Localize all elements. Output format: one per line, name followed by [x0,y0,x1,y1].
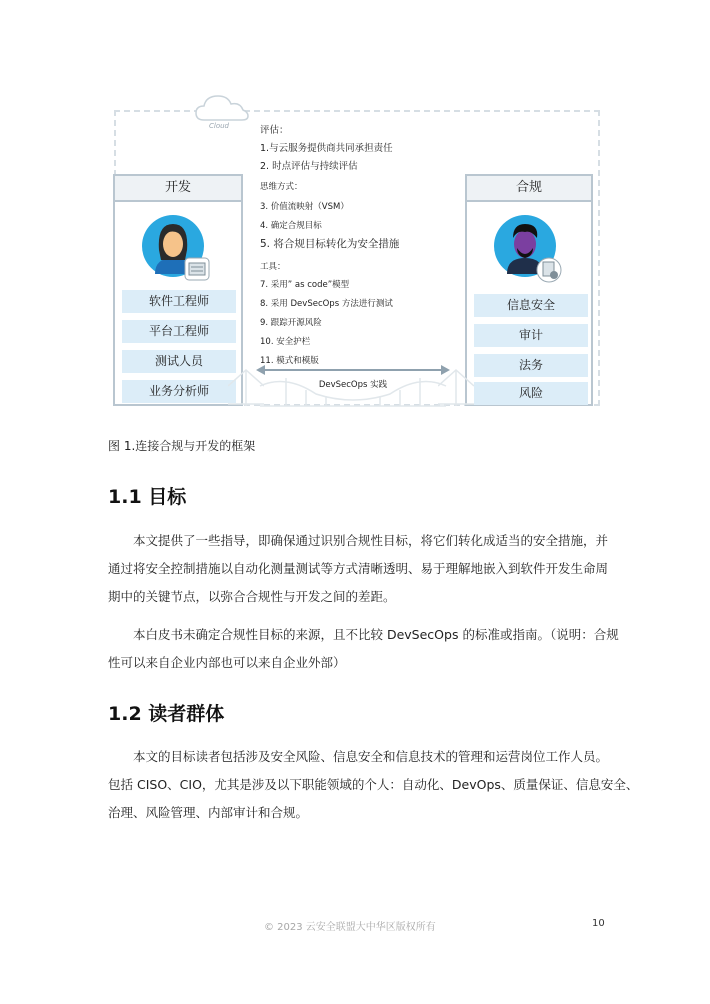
text-line: 本文的目标读者包括涉及安全风险、信息安全和信息技术的管理和运营岗位工作人员。 [133,749,609,764]
role-tester: 测试人员 [122,350,236,373]
role-risk: 风险 [474,382,588,405]
step-3: 3. 价值流映射（VSM） [260,202,349,212]
text-line: 通过将安全控制措施以自动化测量测试等方式清晰透明、易于理解地嵌入到软件开发生命周 [108,561,609,576]
compliance-panel [465,174,593,406]
step-9: 9. 跟踪开源风险 [260,318,322,328]
compliance-title: 合规 [467,176,591,202]
section-heading-1-1: 1.1 目标 [108,486,187,508]
text-line: 期中的关键节点，以弥合合规性与开发之间的差距。 [108,589,396,604]
text-line: 性可以来自企业内部也可以来自企业外部） [108,655,346,670]
role-software-engineer: 软件工程师 [122,290,236,313]
assess-heading: 评估： [260,125,289,136]
role-legal: 法务 [474,354,588,377]
step-4: 4. 确定合规目标 [260,221,322,231]
step-11: 11. 模式和模版 [260,356,319,366]
cloud-label: Cloud [209,122,229,130]
figure-caption: 图 1.连接合规与开发的框架 [108,439,256,453]
compliance-avatar-icon [493,214,563,284]
role-platform-engineer: 平台工程师 [122,320,236,343]
role-business-analyst: 业务分析师 [122,380,236,403]
section-1-1-paragraph-1 [108,527,609,611]
section-1-1-paragraph-2 [108,621,619,677]
step-5: 5. 将合规目标转化为安全措施 [260,238,400,250]
mindset-heading: 思维方式： [260,182,303,192]
section-heading-1-2: 1.2 读者群体 [108,703,225,725]
practice-label: DevSecOps 实践 [318,380,388,390]
step-2: 2. 时点评估与持续评估 [260,161,358,172]
devsecops-practice [256,364,450,408]
step-1: 1.与云服务提供商共同承担责任 [260,143,393,154]
text-line: 包括 CISO、CIO，尤其是涉及以下职能领域的个人：自动化、DevOps、质量保证、信息安全、 [108,777,639,792]
text-line: 本文提供了一些指导，即确保通过识别合规性目标，将它们转化成适当的安全措施，并 [133,533,609,548]
bridge-left-icon [228,366,264,406]
development-title: 开发 [115,176,241,202]
role-infosec: 信息安全 [474,294,588,317]
page-number: 10 [592,918,605,929]
text-line: 本白皮书未确定合规性目标的来源，且不比较 DevSecOps 的标准或指南。（说明：合规 [133,627,619,642]
step-7: 7. 采用” as code”模型 [260,280,350,290]
step-8: 8. 采用 DevSecOps 方法进行测试 [260,299,393,309]
text-line: 治理、风险管理、内部审计和合规。 [108,805,309,820]
role-audit: 审计 [474,324,588,347]
copyright-footer: © 2023 云安全联盟大中华区版权所有 [264,922,436,933]
developer-avatar-icon [141,214,211,284]
development-panel [113,174,243,406]
section-1-2-paragraph [108,743,639,827]
bridge-right-icon [438,366,474,406]
step-10: 10. 安全护栏 [260,337,311,347]
framework-figure [108,88,604,414]
tools-heading: 工具： [260,262,286,272]
